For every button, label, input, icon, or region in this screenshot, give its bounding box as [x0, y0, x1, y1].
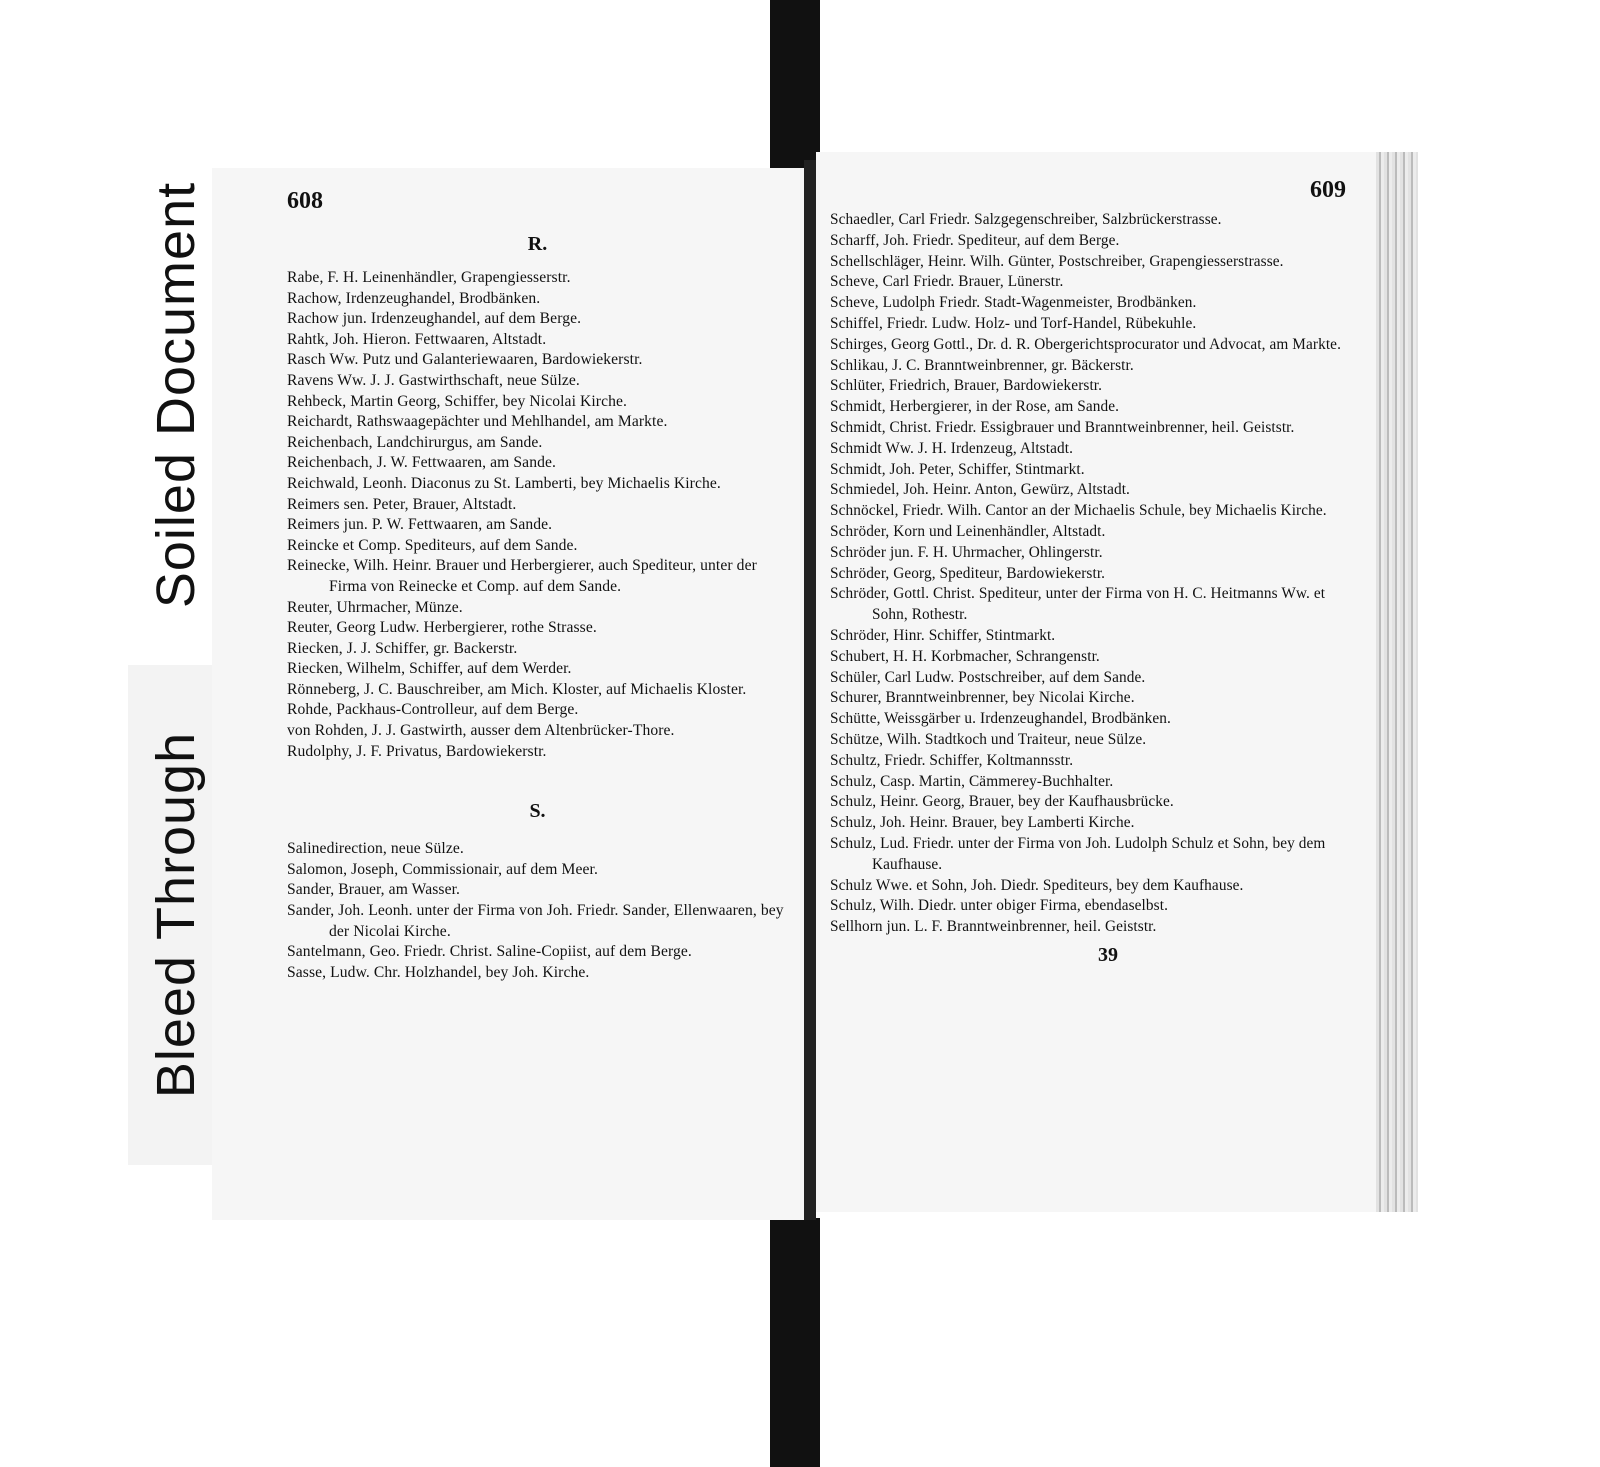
directory-entry: Schnöckel, Friedr. Wilh. Cantor an der Michaelis Schule, bey Michaelis Kirche.: [830, 502, 1327, 520]
directory-entry: Reincke et Comp. Spediteurs, auf dem Sande.: [287, 536, 578, 554]
directory-entry: Reichardt, Rathswaagepächter und Mehlhandel, am Markte.: [287, 413, 668, 431]
right-page-number: 609: [1310, 177, 1346, 203]
directory-entry: Schurer, Branntweinbrenner, bey Nicolai Kirche.: [830, 689, 1135, 707]
directory-entry: Schröder, Hinr. Schiffer, Stintmarkt.: [830, 626, 1056, 644]
directory-entry: Schiffel, Friedr. Ludw. Holz- und Torf-Handel, Rübekuhle.: [830, 314, 1197, 332]
directory-entry: Schmidt, Joh. Peter, Schiffer, Stintmarkt.: [830, 460, 1085, 478]
binding-spine-bottom: [770, 1218, 820, 1467]
right-page: [816, 152, 1376, 1212]
directory-entry: Reinecke, Wilh. Heinr. Brauer und Herbergierer, auch Spediteur, unter der Firma von Reinecke et Comp. auf dem Sande.: [287, 557, 757, 595]
directory-entry: Sasse, Ludw. Chr. Holzhandel, bey Joh. Kirche.: [287, 963, 590, 981]
directory-entry: Schultz, Friedr. Schiffer, Koltmannsstr.: [830, 751, 1074, 769]
entries-right: [830, 210, 1346, 938]
directory-entry: Schulz Wwe. et Sohn, Joh. Diedr. Spediteurs, bey dem Kaufhause.: [830, 876, 1244, 894]
directory-entry: Rehbeck, Martin Georg, Schiffer, bey Nicolai Kirche.: [287, 392, 628, 410]
directory-entry: Schulz, Wilh. Diedr. unter obiger Firma, ebendaselbst.: [830, 897, 1168, 915]
directory-entry: Rachow, Irdenzeughandel, Brodbänken.: [287, 289, 541, 307]
directory-entry: Reichenbach, Landchirurgus, am Sande.: [287, 433, 543, 451]
directory-entry: Schütte, Weissgärber u. Irdenzeughandel, Brodbänken.: [830, 710, 1171, 728]
directory-entry: Rasch Ww. Putz und Galanteriewaaren, Bardowiekerstr.: [287, 351, 643, 369]
directory-entry: Salinedirection, neue Sülze.: [287, 840, 464, 858]
directory-entry: Scharff, Joh. Friedr. Spediteur, auf dem Berge.: [830, 231, 1120, 249]
directory-entry: Schmidt, Christ. Friedr. Essigbrauer und Branntweinbrenner, heil. Geiststr.: [830, 418, 1295, 436]
directory-entry: Sander, Brauer, am Wasser.: [287, 881, 461, 899]
directory-entry: Schellschläger, Heinr. Wilh. Günter, Postschreiber, Grapengiesserstrasse.: [830, 252, 1284, 270]
page-edges: [1376, 152, 1418, 1212]
directory-entry: Schüler, Carl Ludw. Postschreiber, auf dem Sande.: [830, 668, 1146, 686]
directory-entry: Schlüter, Friedrich, Brauer, Bardowiekerstr.: [830, 377, 1103, 395]
directory-entry: Schmiedel, Joh. Heinr. Anton, Gewürz, Altstadt.: [830, 481, 1130, 499]
directory-entry: Schröder, Georg, Spediteur, Bardowiekerstr.: [830, 564, 1106, 582]
directory-entry: Schmidt, Herbergierer, in der Rose, am Sande.: [830, 398, 1120, 416]
directory-entry: Schröder, Gottl. Christ. Spediteur, unter der Firma von H. C. Heitmanns Ww. et Sohn, Rothestr.: [830, 585, 1326, 624]
directory-entry: Schulz, Heinr. Georg, Brauer, bey der Kaufhausbrücke.: [830, 793, 1174, 811]
directory-entry: Santelmann, Geo. Friedr. Christ. Saline-Copiist, auf dem Berge.: [287, 943, 692, 961]
directory-entry: Schulz, Joh. Heinr. Brauer, bey Lamberti Kirche.: [830, 814, 1135, 832]
directory-entry: Reichwald, Leonh. Diaconus zu St. Lamberti, bey Michaelis Kirche.: [287, 474, 721, 492]
soiled-document-text: Soiled Document: [146, 181, 207, 609]
directory-entry: von Rohden, J. J. Gastwirth, ausser dem Altenbrücker-Thore.: [287, 722, 675, 740]
directory-entry: Scheve, Ludolph Friedr. Stadt-Wagenmeister, Brodbänken.: [830, 294, 1197, 312]
directory-entry: Schaedler, Carl Friedr. Salzgegenschreiber, Salzbrückerstrasse.: [830, 211, 1222, 228]
directory-entry: Schlikau, J. C. Branntweinbrenner, gr. Bäckerstr.: [830, 356, 1134, 374]
directory-entry: Salomon, Joseph, Commissionair, auf dem Meer.: [287, 860, 598, 878]
left-page: [212, 168, 808, 1220]
page-gutter: [804, 160, 816, 1220]
directory-entry: Schubert, H. H. Korbmacher, Schrangenstr.: [830, 647, 1100, 665]
directory-entry: Scheve, Carl Friedr. Brauer, Lünerstr.: [830, 273, 1064, 291]
bleed-through-text: Bleed Through: [146, 731, 206, 1099]
directory-entry: Rönneberg, J. C. Bauschreiber, am Mich. Kloster, auf Michaelis Kloster.: [287, 680, 747, 698]
directory-entry: Reuter, Georg Ludw. Herbergierer, rothe Strasse.: [287, 619, 597, 637]
directory-entry: Reimers sen. Peter, Brauer, Altstadt.: [287, 495, 517, 513]
left-page-number: 608: [287, 188, 323, 214]
directory-entry: Riecken, J. J. Schiffer, gr. Backerstr.: [287, 639, 518, 657]
directory-entry: Schütze, Wilh. Stadtkoch und Traiteur, neue Sülze.: [830, 730, 1147, 748]
directory-entry: Schröder jun. F. H. Uhrmacher, Ohlingerstr.: [830, 543, 1103, 561]
directory-entry: Rahtk, Joh. Hieron. Fettwaaren, Altstadt.: [287, 330, 547, 348]
directory-entry: Schirges, Georg Gottl., Dr. d. R. Obergerichtsprocurator und Advocat, am Markte.: [830, 335, 1341, 353]
binding-spine-top: [770, 0, 820, 175]
directory-entry: Reichenbach, J. W. Fettwaaren, am Sande.: [287, 454, 557, 472]
directory-entry: Schulz, Casp. Martin, Cämmerey-Buchhalter.: [830, 772, 1114, 790]
section-heading-r: R.: [527, 233, 548, 255]
directory-entry: Reuter, Uhrmacher, Münze.: [287, 598, 463, 616]
directory-entry: Schulz, Lud. Friedr. unter der Firma von Joh. Ludolph Schulz et Sohn, bey dem Kaufhause.: [830, 834, 1326, 873]
entries-s: [287, 839, 788, 983]
directory-entry: Sander, Joh. Leonh. unter der Firma von Joh. Friedr. Sander, Ellenwaaren, bey der Nicolai Kirche.: [287, 902, 784, 940]
directory-entry: Ravens Ww. J. J. Gastwirthschaft, neue Sülze.: [287, 371, 580, 389]
soiled-document-label: [128, 145, 224, 645]
directory-entry: Rachow jun. Irdenzeughandel, auf dem Berge.: [287, 310, 582, 328]
directory-entry: Rohde, Packhaus-Controlleur, auf dem Berge.: [287, 701, 579, 719]
directory-entry: Schröder, Korn und Leinenhändler, Altstadt.: [830, 522, 1106, 540]
directory-entry: Sellhorn jun. L. F. Branntweinbrenner, heil. Geiststr.: [830, 918, 1157, 936]
directory-entry: Riecken, Wilhelm, Schiffer, auf dem Werder.: [287, 660, 572, 678]
directory-entry: Reimers jun. P. W. Fettwaaren, am Sande.: [287, 516, 553, 534]
section-heading-s: S.: [529, 800, 546, 823]
entries-r: [287, 268, 788, 762]
directory-entry: Rudolphy, J. F. Privatus, Bardowiekerstr.: [287, 742, 547, 760]
directory-entry: Rabe, F. H. Leinenhändler, Grapengiesserstr.: [287, 269, 571, 286]
directory-entry: Schmidt Ww. J. H. Irdenzeug, Altstadt.: [830, 439, 1073, 457]
signature-mark: 39: [1098, 943, 1118, 966]
